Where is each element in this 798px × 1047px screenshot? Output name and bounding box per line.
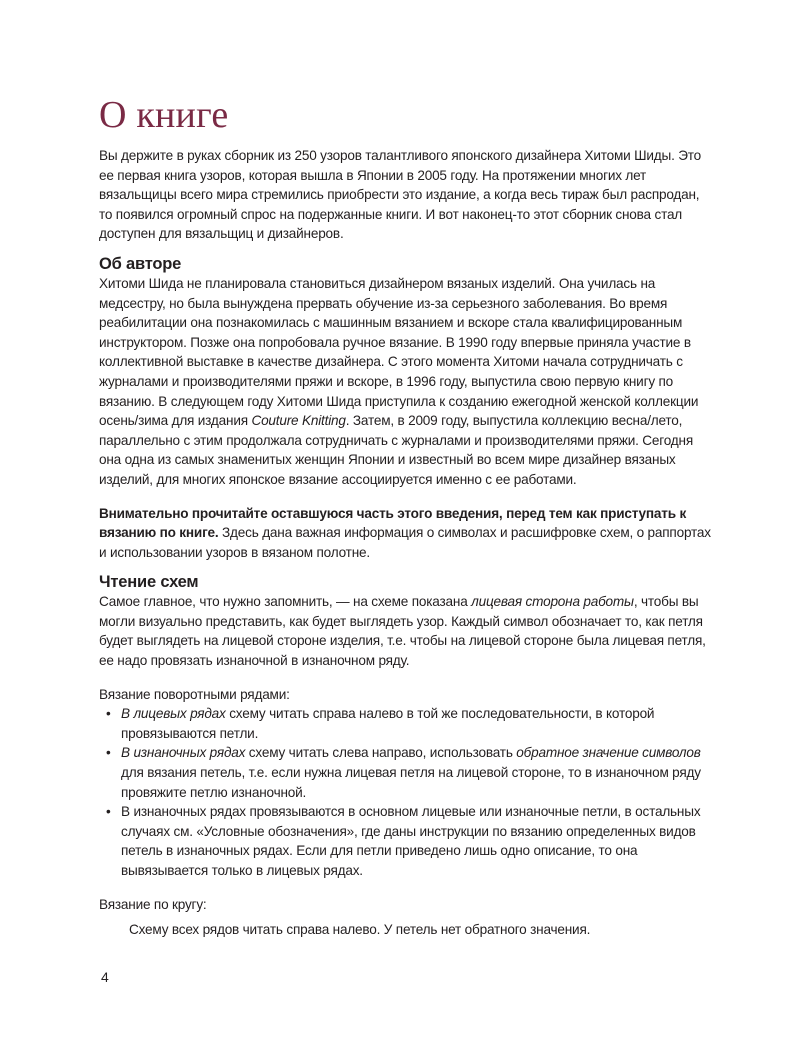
- reading-charts-section: [99, 572, 711, 670]
- list-item-italic: В лицевых рядах: [121, 706, 226, 722]
- list-item-text: В изнаночных рядах провязываются в основном лицевые или изнаночные петли, в остальных случаях см. «Условные обозначения», где даны инструкции по вязанию определенных видов петель в изнаночных рядах. Если для петли приведено лишь одно описание, то она вывязывается только в лицевых рядах.: [121, 804, 701, 878]
- intro-paragraph: Вы держите в руках сборник из 250 узоров талантливого японского дизайнера Хитоми Шиды. Это ее первая книга узоров, которая вышла в Японии в 2005 году. На протяжении многих лет вязальщицы всего мира стремились приобрести это издание, а когда весь тираж был распродан, то появился огромный спрос на подержанные книги. И вот наконец-то этот сборник снова стал доступен для вязальщиц и дизайнеров.: [99, 148, 702, 242]
- list-item: [99, 743, 711, 802]
- about-author-paragraph: [99, 274, 711, 490]
- reading-charts-text: Самое главное, что нужно запомнить, — на схеме показана: [99, 594, 472, 610]
- list-item-italic-mid: обратное значение символов: [516, 745, 701, 761]
- page-number: 4: [101, 969, 109, 985]
- list-item: [99, 704, 711, 743]
- notice-paragraph: [99, 504, 711, 563]
- list-item-italic: В изнаночных рядах: [121, 745, 246, 761]
- round-knitting-label: Вязание по кругу:: [99, 896, 207, 912]
- bullet-icon: •: [106, 745, 111, 761]
- list-item: [99, 802, 711, 880]
- reading-charts-italic: лицевая сторона работы: [471, 594, 634, 610]
- bullet-icon: •: [106, 804, 111, 820]
- flat-knitting-list: [99, 704, 711, 880]
- round-knitting-text: Схему всех рядов читать справа налево. У петель нет обратного значения.: [129, 922, 591, 938]
- bullet-icon: •: [106, 706, 111, 722]
- magazine-title: Couture Knitting: [251, 413, 346, 429]
- list-item-text-end: для вязания петель, т.е. если нужна лицевая петля на лицевой стороне, то в изнаночном ряду провяжите петлю изнаночной.: [121, 765, 701, 800]
- flat-knitting-label: Вязание поворотными рядами:: [99, 686, 290, 702]
- notice-text: Здесь дана важная информация о символах и расшифровке схем, о раппортах и использовании узоров в вязаном полотне.: [99, 525, 711, 560]
- about-author-text-end: . Затем, в 2009 году, выпустила коллекцию весна/лето, параллельно с этим продолжала сотрудничать с журналами и производителями пряжи. Сегодня она одна из самых знаменитых женщин Японии и известный во всем мире дизайнер вязаных изделий, для многих японское вязание ассоциируется именно с ее работами.: [99, 413, 693, 487]
- notice-bold: Внимательно прочитайте оставшуюся часть этого введения, перед тем как приступать к вязанию по книге.: [99, 505, 687, 541]
- about-author-heading: Об авторе: [99, 254, 182, 273]
- about-author-section: [99, 254, 711, 490]
- about-author-text: Хитоми Шида не планировала становиться дизайнером вязаных изделий. Она училась на медсестру, но была вынуждена прервать обучение из-за серьезного заболевания. Во время реабилитации она познакомилась с машинным вязанием и вскоре стала квалифицированным инструктором. Позже она попробовала ручное вязание. В 1990 году впервые приняла участие в коллективной выставке в качестве дизайнера. С этого момента Хитоми начала сотрудничать с журналами и производителями пряжи и вскоре, в 1996 году, выпустила свою первую книгу по вязанию. В следующем году Хитоми Шида приступила к созданию ежегодной женской коллекции осень/зима для издания: [99, 275, 699, 429]
- reading-charts-text-end: , чтобы вы могли визуально представить, как будет выглядеть узор. Каждый символ обозначает то, как петля будет выглядеть на лицевой стороне изделия, т.е. чтобы на лицевой стороне была лицевая петля, ее надо провязать изнаночной в изнаночном ряду.: [99, 594, 706, 669]
- reading-charts-heading: Чтение схем: [99, 573, 199, 592]
- page-title: О книге: [99, 94, 229, 136]
- list-item-text: схему читать справа налево в той же последовательности, в которой провязываются петли.: [121, 706, 655, 741]
- list-item-text: схему читать слева направо, использовать: [245, 745, 517, 761]
- book-page: [99, 0, 711, 940]
- reading-charts-paragraph: [99, 592, 711, 670]
